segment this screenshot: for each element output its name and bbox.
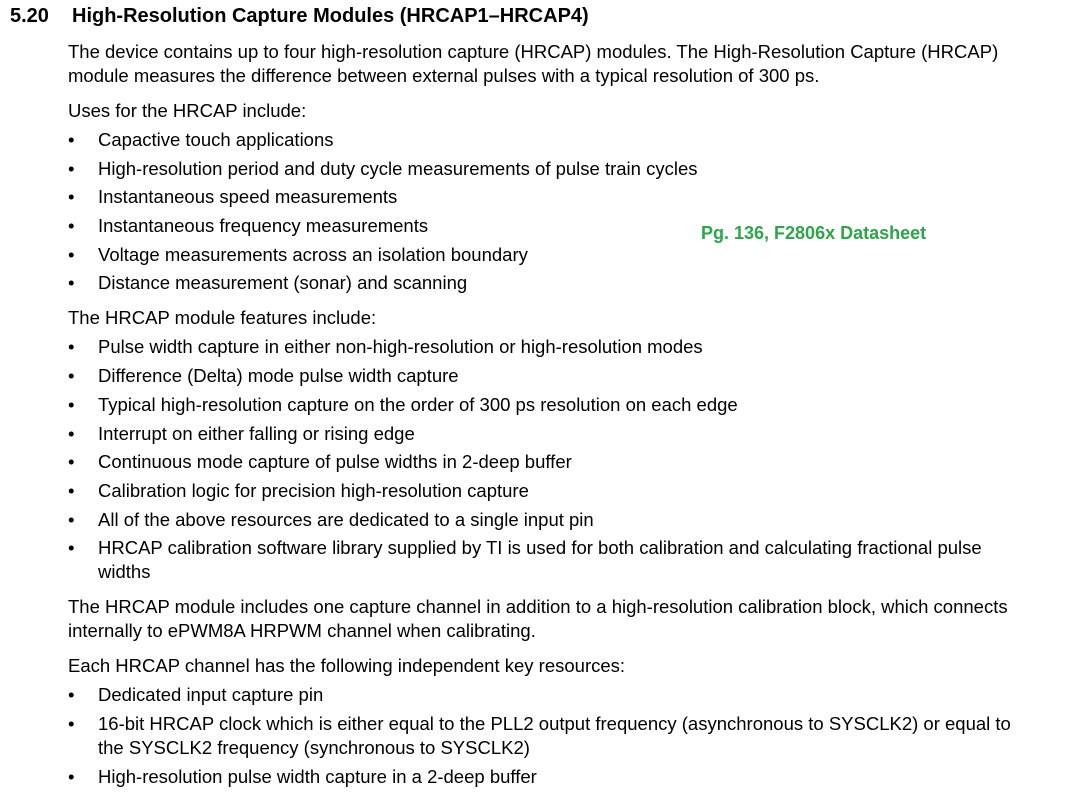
list-item-text: Distance measurement (sonar) and scanning (98, 272, 468, 294)
bullet-icon: • (68, 215, 75, 237)
section-heading (10, 4, 589, 28)
section-number: 5.20 (10, 5, 49, 27)
list-item (68, 364, 1016, 388)
features-list (68, 335, 1016, 584)
bullet-icon: • (68, 365, 75, 387)
list-item-text: Calibration logic for precision high-resolution capture (98, 479, 529, 501)
list-item (68, 128, 1016, 152)
list-item (68, 243, 1016, 267)
section-title: High-Resolution Capture Modules (HRCAP1–HRCAP4) (72, 5, 589, 27)
bullet-icon: • (68, 336, 75, 358)
list-item-text: Capactive touch applications (98, 129, 334, 150)
list-item (68, 335, 1016, 359)
uses-list (68, 128, 1016, 295)
list-item-text: Instantaneous speed measurements (98, 186, 398, 208)
intro-paragraph: The device contains up to four high-resolution capture (HRCAP) modules. The High-Resolution Capture (HRCAP) module measures the difference between external pulses with a typical resolution of 300 ps. (68, 41, 999, 86)
document-body (68, 40, 1016, 800)
resources-list (68, 683, 1016, 788)
list-item-text: Typical high-resolution capture on the order of 300 ps resolution on each edge (98, 393, 738, 415)
features-lead: The HRCAP module features include: (68, 307, 377, 329)
list-item-text: High-resolution period and duty cycle measurements of pulse train cycles (98, 157, 698, 179)
list-item-text: Dedicated input capture pin (98, 684, 324, 706)
bullet-icon: • (68, 684, 75, 706)
list-item-text: Difference (Delta) mode pulse width capture (98, 365, 459, 387)
list-item-text: High-resolution pulse width capture in a 2-deep buffer (98, 765, 537, 787)
bullet-icon: • (68, 393, 75, 415)
list-item (68, 683, 1016, 707)
bullet-icon: • (68, 186, 75, 208)
list-item-text: Interrupt on either falling or rising edge (98, 422, 415, 444)
channel-paragraph: The HRCAP module includes one capture channel in addition to a high-resolution calibration block, which connects internally to ePWM8A HRPWM channel when calibrating. (68, 596, 1008, 642)
list-item-text: 16-bit HRCAP clock which is either equal to the PLL2 output frequency (asynchronous to SYSCLK2) or equal to the SYSCLK2 frequency (synchronous to SYSCLK2) (98, 712, 1011, 758)
list-item-text: HRCAP calibration software library supplied by TI is used for both calibration and calculating fractional pulse widths (98, 537, 982, 583)
bullet-icon: • (68, 157, 75, 179)
list-item (68, 508, 1016, 532)
bullet-icon: • (68, 272, 75, 294)
bullet-icon: • (68, 765, 75, 787)
list-item (68, 765, 1016, 789)
list-item-text: Voltage measurements across an isolation boundary (98, 243, 528, 265)
bullet-icon: • (68, 508, 75, 530)
source-annotation: Pg. 136, F2806x Datasheet (701, 223, 927, 243)
uses-lead: Uses for the HRCAP include: (68, 100, 307, 121)
list-item (68, 393, 1016, 417)
bullet-icon: • (68, 537, 75, 559)
list-item-text: Pulse width capture in either non-high-resolution or high-resolution modes (98, 336, 703, 358)
resources-lead: Each HRCAP channel has the following independent key resources: (68, 655, 626, 677)
bullet-icon: • (68, 712, 75, 734)
bullet-icon: • (68, 129, 75, 150)
list-item (68, 479, 1016, 503)
list-item (68, 536, 1016, 584)
bullet-icon: • (68, 422, 75, 444)
list-item (68, 450, 1016, 474)
list-item-text: All of the above resources are dedicated to a single input pin (98, 508, 594, 530)
list-item (68, 271, 1016, 295)
list-item (68, 712, 1016, 760)
list-item (68, 422, 1016, 446)
list-item (68, 185, 1016, 209)
bullet-icon: • (68, 243, 75, 265)
list-item-text: Continuous mode capture of pulse widths in 2-deep buffer (98, 451, 572, 473)
bullet-icon: • (68, 479, 75, 501)
bullet-icon: • (68, 451, 75, 473)
list-item (68, 157, 1016, 181)
list-item-text: Instantaneous frequency measurements (98, 215, 429, 237)
